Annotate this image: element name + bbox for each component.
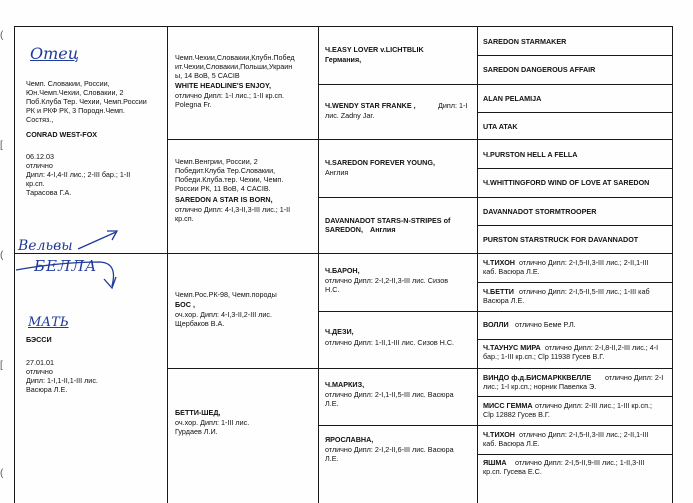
g4-10-details: отлично Дипл: 2-I,5-II,5-III лис.; 1-III каб Васюра Л.Е. (483, 287, 650, 305)
g2-2-name: SAREDON A STAR IS BORN, (175, 195, 273, 204)
sire-titles: Чемп. Словакии, России, Юн.Чемп.Чехии, Словакии, 2 Поб.Клуба Тер. Чехии, Чемп.России РК и РКФ РК, 3 Породн.Чемп. Состяз., (26, 79, 147, 124)
g4-6-name: Ч.WHITTINGFORD WIND OF LOVE AT SAREDON (483, 178, 650, 187)
g3-3-details: Англия (325, 168, 349, 177)
g3-7-name: Ч.МАРКИЗ, (325, 380, 365, 389)
g3-5-name: Ч.БАРОН, (325, 266, 360, 275)
sire-name: CONRAD WEST-FOX (26, 130, 98, 139)
g4-1-name: SAREDON STARMAKER (483, 37, 567, 46)
g4-16-details: отлично Дипл: 2-I,5-II,9-III лис.; 1-II,3-III кр.сп. Гусева Е.С. (483, 458, 645, 476)
g2-4-details: оч.хор. Дипл: 1-III лис. Гурдаев Л.И. (175, 418, 250, 436)
g2-4-name: БЕТТИ-ШЕД, (175, 408, 221, 417)
g4-11-name: ВОЛЛИ (483, 320, 509, 329)
g3-4-name: DAVANNADOT STARS-N-STRIPES of SAREDON, (325, 216, 451, 234)
g4-9-details: отлично Дипл: 2-I,5-II,3-III лис.; 2-II,1-III каб. Васюра Л.Е. (483, 258, 649, 276)
g2-3-name: БОС , (175, 300, 195, 309)
sire-details: 06.12.03 отлично Дипл: 4-I,4-II лис.; 2-III бар.; 1-II кр.сп. Тарасова Г.А. (26, 152, 131, 197)
g2-3-details: оч.хор. Дипл: 4-I,3-II,2-III лис. Щербаков В.А. (175, 310, 272, 328)
g3-6-details: отлично Дипл: 1-II,1-III лис. Сизов Н.С. (325, 338, 455, 347)
g3-2-name: Ч.WENDY STAR FRANKE , (325, 101, 416, 110)
g3-3-name: Ч.SAREDON FOREVER YOUNG, (325, 158, 435, 167)
dam-name: БЭССИ (26, 335, 52, 344)
g3-8-details: отлично Дипл: 2-I,2-II,6-III лис. Васюра Л.Е. (325, 445, 454, 463)
g2-1-details: отлично Дипл: 1-I лис.; 1-II кр.сп. Polegna Fr. (175, 91, 285, 109)
g2-1-titles: Чемп.Чехии,Словакии,Клубн.Побед ит.Чехии,Словакии,Польши,Украин ы, 14 ВоВ, 5 CACIB (175, 53, 295, 80)
g4-13-name: ВИНДО ф.д.БИСМАРККВЕЛЛЕ (483, 373, 592, 382)
g3-6-name: Ч.ДЕЗИ, (325, 327, 354, 336)
g4-11-details: отлично Беме Р.Л. (515, 320, 576, 329)
g3-2-details: лис. Zadny Jar. (325, 111, 375, 120)
velvi-handwritten-note: Вельвы (18, 238, 73, 254)
g3-7-details: отлично Дипл: 2-I,1-II,5-III лис. Васюра Л.Е. (325, 390, 454, 408)
bella-handwritten-note: БЕЛЛА (34, 257, 98, 275)
g4-14-details: отлично Дипл: 2-III лис.; 1-III кр.сп.; Clp 12882 Гусев В.Г. (483, 401, 653, 419)
g4-9-name: Ч.ТИХОН (483, 258, 515, 267)
g4-5-name: Ч.PURSTON HELL A FELLA (483, 150, 578, 159)
g3-1-name: Ч.EASY LOVER v.LICHTBLIK (325, 45, 424, 54)
g2-2-titles: Чемп.Венгрии, России, 2 Победит.Клуба Тер.Словакии, Победи.Клуба.тер. Чехии, Чемп. России РК, 11 ВоВ, 4 CACIB. (175, 157, 284, 193)
g4-15-name: Ч.ТИХОН (483, 430, 515, 439)
g4-16-name: ЯШМА (483, 458, 507, 467)
g4-4-name: UTA ATAK (483, 122, 518, 131)
g4-8-name: PURSTON STARSTRUCK FOR DAVANNADOT (483, 235, 639, 244)
g4-15-details: отлично Дипл: 2-I,5-II,3-III лис.; 2-II,1-III каб. Васюра Л.Е. (483, 430, 649, 448)
g4-13-details: отлично Дипл: 2-I лис.; 1-I кр.сп.; норник Павелка Э. (483, 373, 664, 391)
g3-5-details: отлично Дипл: 2-I,2-II,3-III лис. Сизов Н.С. (325, 276, 449, 294)
g3-1-details: Германия, (325, 55, 362, 64)
dam-details: 27.01.01 отлично Дипл: 1-I,1-II,1-III лис. Васюра Л.Е. (26, 358, 98, 394)
g4-10-name: Ч.БЕТТИ (483, 287, 514, 296)
g3-4-details-inline: Англия (370, 225, 396, 234)
g4-12-name: Ч.ТАУНУС МИРА (483, 343, 541, 352)
g4-2-name: SAREDON DANGEROUS AFFAIR (483, 65, 596, 74)
g3-2-details-inline: Дипл: 1-I (438, 101, 468, 110)
scan-edge-marks: ( [ ( [ ( (0, 30, 4, 479)
g4-12-details: отлично Дипл: 2-I,8-II,2-III лис.; 4-I бар.; 1-III кр.сп.; Clp 11938 Гусев В.Г. (483, 343, 659, 361)
g2-2-details: отлично Дипл: 4-I,3-II,3-III лис.; 1-II кр.сп. (175, 205, 291, 223)
g2-3-titles: Чемп.Рос.РК-98, Чемп.породы (175, 290, 277, 299)
g2-1-name: WHITE HEADLINE'S ENJOY, (175, 81, 271, 90)
father-handwritten-label: Отец (30, 44, 79, 63)
g4-14-name: МИСС ГЕММА (483, 401, 533, 410)
g4-3-name: ALAN PELAMIJA (483, 94, 542, 103)
g3-8-name: ЯРОСЛАВНА, (325, 435, 374, 444)
mother-handwritten-label: МАТЬ (28, 315, 69, 330)
g4-7-name: DAVANNADOT STORMTROOPER (483, 207, 597, 216)
